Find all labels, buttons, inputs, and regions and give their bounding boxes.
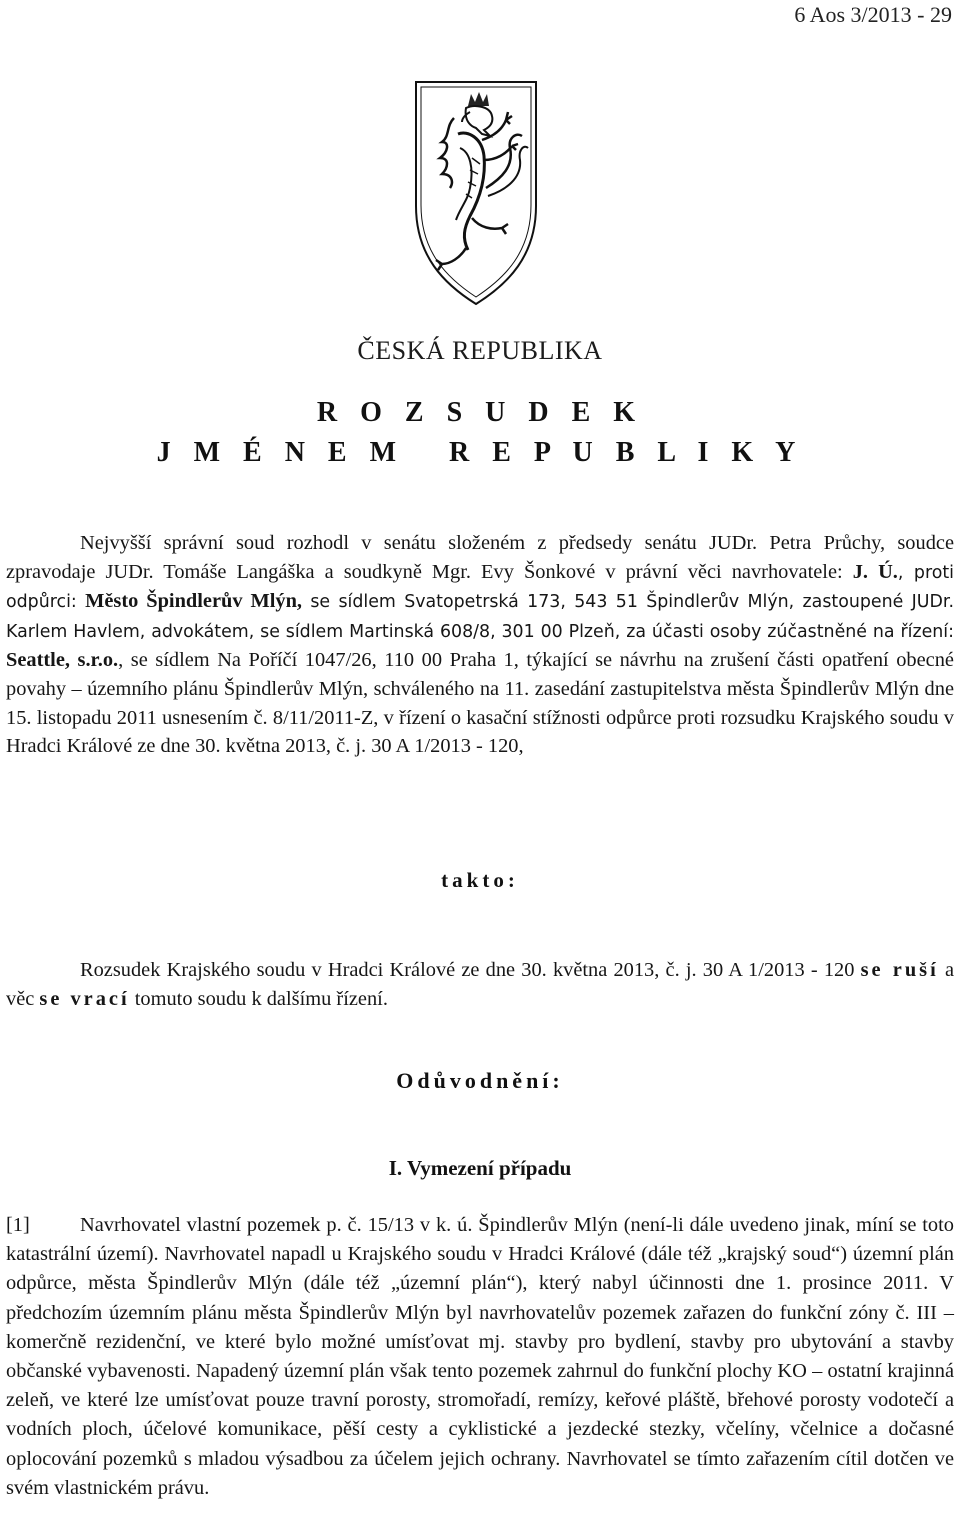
verdict-title: R O Z S U D E K (316, 397, 644, 428)
in-name-of-republic: J M É N E M R E P U B L I K Y (156, 437, 804, 468)
respondent-name: Město Špindlerův Mlýn, (85, 590, 303, 613)
ruling-paragraph (6, 956, 954, 1013)
paragraph-number: [1] (6, 1214, 30, 1236)
intro-text-1: Nejvyšší správní soud rozhodl v senátu složeném z předsedy senátu JUDr. Petra Průchy, soudce zpravodaje JUDr. Tomáše Langáška a soudkyně Mgr. Evy Šonkové v právní věci navrhovatele: (6, 532, 954, 583)
section-heading: I. Vymezení případu (388, 1156, 572, 1180)
country-name: ČESKÁ REPUBLIKA (357, 336, 603, 365)
ruling-text-1: Rozsudek Krajského soudu v Hradci Králové ze dne 30. května 2013, č. j. 30 A 1/2013 - 120 (80, 959, 861, 981)
introductory-paragraph (6, 529, 954, 761)
page-reference: 6 Aos 3/2013 - 29 (794, 2, 952, 27)
paragraph-1 (6, 1211, 954, 1503)
paragraph-1-text: Navrhovatel vlastní pozemek p. č. 15/13 v k. ú. Špindlerův Mlýn (není-li dále uvedeno jinak, míní se toto katastrální území). Navrhovatel napadl u Krajského soudu v Hradci Králové (dále též „krajský soud“) územní plán odpůrce, města Špindlerův Mlýn (dále též „územní plán“), který nabyl účinnosti dne 1. prosince 2011. V předchozím územním plánu města Špindlerův Mlýn byl navrhovatelův pozemek zařazen do funkční zóny č. III – komerčně rezidenční, ve které bylo možné umísťovat mj. stavby pro bydlení, stavby pro ubytování a stavby občanské vybavenosti. Napadený územní plán však tento pozemek zahrnul do funkční plochy KO – ostatní krajinná zeleň, ve které lze umísťovat pouze travní porosty, stromořadí, remízy, keřové pláště, břehové porosty vodotečí a vodních ploch, účelové komunikace, pěší cesty a cyklistické a jezdecké stezky, včelíny, včelnice a dočasné oplocování pozemků s mladou výsadbou za účelem jejich ochrany. Navrhovatel se tímto zařazením cítil dotčen ve svém vlastnickém právu. (6, 1214, 954, 1499)
ruling-text-3: tomuto soudu k dalšímu řízení. (129, 987, 388, 1010)
intro-text-4: , se sídlem Na Poříčí 1047/26, 110 00 Praha 1, týkající se návrhu na zrušení části opatření obecné povahy – územního plánu Špindlerův Mlýn, schváleného na 11. zasedání zastupitelstva města Špindlerův Mlýn dne 15. listopadu 2011 usnesením č. 8/11/2011-Z, v řízení o kasační stížnosti odpůrce proti rozsudku Krajského soudu v Hradci Králové ze dne 30. května 2013, č. j. 30 A 1/2013 - 120, (6, 649, 954, 758)
petitioner-name: J. Ú. (852, 560, 898, 583)
takto-heading: takto: (441, 868, 519, 892)
ruling-annulled: se ruší (860, 959, 939, 981)
czech-lion-coat-of-arms-icon (410, 78, 542, 308)
ruling-returned: se vrací (39, 987, 130, 1010)
intro-text-2: , proti odpůrci: (6, 562, 955, 613)
intro-text-3: se sídlem Svatopetrská 173, 543 51 Špindlerův Mlýn, zastoupené JUDr. Karlem Havlem, advokátem, se sídlem Martinská 608/8, 301 00 Plzeň, za účasti osoby zúčastněné na řízení: (6, 592, 954, 642)
participant-name: Seattle, s.r.o. (6, 649, 119, 672)
reasoning-heading: Odůvodnění: (396, 1068, 564, 1093)
ruling-text-2: a věc (6, 959, 955, 1010)
